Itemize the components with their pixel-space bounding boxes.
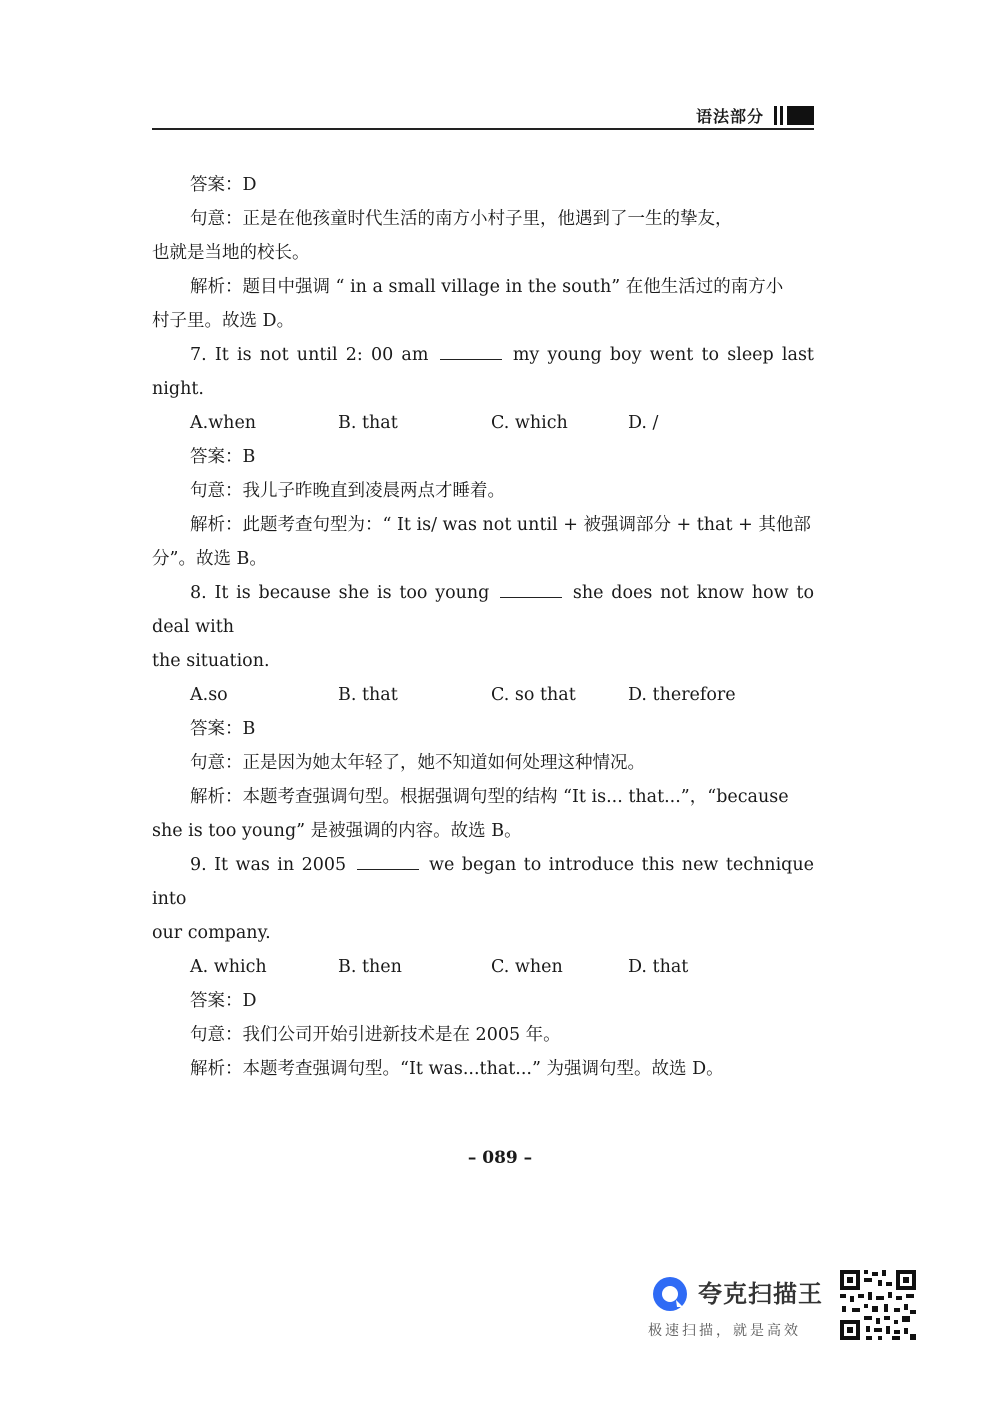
header-rule — [152, 128, 814, 130]
q9-blank — [357, 868, 419, 870]
q8-option-d: D. therefore — [628, 685, 736, 705]
q9-meaning: 句意：我们公司开始引进新技术是在 2005 年。 — [190, 1025, 561, 1045]
q7-stem — [152, 338, 814, 406]
quark-logo-icon — [650, 1274, 690, 1314]
section-title: 语法部分 — [695, 107, 764, 126]
q8-option-b: B. that — [338, 685, 398, 705]
q8-stem-before: 8. It is because she is too young — [190, 583, 490, 603]
q9-options — [152, 950, 814, 984]
page-body — [152, 168, 814, 1086]
q9-analysis: 解析：本题考查强调句型。“It was...that...” 为强调句型。故选 D。 — [190, 1059, 724, 1079]
q8-stem-after: she does not know how to deal with — [152, 583, 814, 637]
q8-options — [152, 678, 814, 712]
q9-stem-line2: our company. — [152, 923, 271, 943]
running-header — [152, 104, 814, 130]
q7-analysis-line2: 分”。故选 B。 — [152, 549, 267, 569]
q6-meaning-line1: 句意：正是在他孩童时代生活的南方小村子里，他遇到了一生的挚友， — [190, 209, 733, 229]
q7-stem-before: 7. It is not until 2: 00 am — [190, 345, 429, 365]
watermark-brand: 夸克扫描王 — [698, 1280, 823, 1308]
q7-blank — [440, 358, 502, 360]
q8-stem-line2: the situation. — [152, 651, 270, 671]
q7-options — [152, 406, 814, 440]
q7-answer: 答案：B — [190, 447, 256, 467]
q9-option-d: D. that — [628, 957, 689, 977]
q8-stem — [152, 576, 814, 644]
q6-answer: 答案：D — [190, 175, 257, 195]
q9-option-a: A. which — [190, 957, 267, 977]
q9-stem-after: we began to introduce this new technique into — [152, 855, 814, 909]
q9-stem-before: 9. It was in 2005 — [190, 855, 347, 875]
q7-stem-after: my young boy went to sleep last night. — [152, 345, 814, 399]
page-number: – 089 – — [467, 1148, 533, 1168]
q6-meaning-line2: 也就是当地的校长。 — [152, 243, 310, 263]
q8-answer: 答案：B — [190, 719, 256, 739]
qr-code-icon — [838, 1268, 918, 1342]
q8-blank — [500, 596, 562, 598]
scanner-watermark — [646, 1268, 926, 1344]
q8-option-c: C. so that — [491, 685, 576, 705]
q7-option-b: B. that — [338, 413, 398, 433]
q9-option-c: C. when — [491, 957, 563, 977]
q9-stem — [152, 848, 814, 916]
q7-option-a: A.when — [190, 413, 257, 433]
q8-analysis-line2: she is too young” 是被强调的内容。故选 B。 — [152, 821, 522, 841]
header-bar-ornament — [774, 106, 814, 125]
q9-option-b: B. then — [338, 957, 402, 977]
q9-answer: 答案：D — [190, 991, 257, 1011]
watermark-slogan: 极速扫描，就是高效 — [648, 1323, 801, 1339]
q7-meaning: 句意：我儿子昨晚直到凌晨两点才睡着。 — [190, 481, 505, 501]
q7-option-c: C. which — [491, 413, 568, 433]
q8-meaning: 句意：正是因为她太年轻了，她不知道如何处理这种情况。 — [190, 753, 645, 773]
q6-analysis-line2: 村子里。故选 D。 — [152, 311, 295, 331]
q7-analysis-line1: 解析：此题考查句型为：“ It is/ was not until + 被强调部分 + that + 其他部 — [190, 515, 811, 535]
q6-analysis-line1: 解析：题目中强调 “ in a small village in the south” 在他生活过的南方小 — [190, 277, 784, 297]
q8-option-a: A.so — [190, 685, 228, 705]
q7-option-d: D. / — [628, 413, 659, 433]
q8-analysis-line1: 解析：本题考查强调句型。根据强调句型的结构 “It is... that...”，“because — [190, 787, 789, 807]
